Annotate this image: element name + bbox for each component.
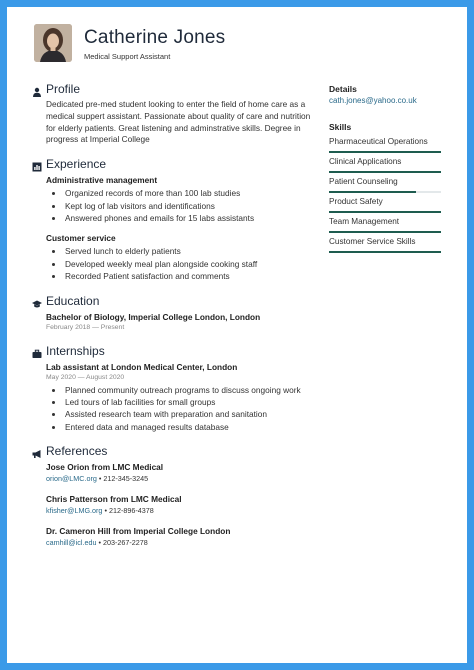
skill-level [329,171,441,173]
references-heading [32,443,317,459]
skill-name: Pharmaceutical Operations [329,137,428,146]
skill-bar [329,251,441,253]
contact-separator: • [104,506,107,516]
job-bullets [32,245,317,282]
list-item: • Developed weekly meal plan alongside cooking staff [64,258,317,270]
reference-contact [46,537,317,548]
reference-item [46,493,317,516]
candidate-name: Catherine Jones [84,27,226,48]
skill-name: Product Safety [329,197,383,206]
reference-name: Jose Orion from LMC Medical [46,462,164,473]
skill-level [329,151,441,153]
profile-text: Dedicated pre-med student looking to enter the field of home care as a medical suppert assistant. Passionate about quality of care and nutrition for elderly patients. Great listening and adminstrative skills. Degree in progress at Imperial College [46,99,311,145]
reference-email[interactable]: camhill@icl.edu [46,538,97,548]
megaphone-icon [32,446,42,456]
skill-item [329,136,441,153]
skill-level [329,211,441,213]
skills-label: Skills [329,122,352,132]
resume-page [7,7,467,663]
candidate-role: Medical Support Assistant [84,52,171,61]
skill-level [329,251,441,253]
list-item: • Planned community outreach programs to discuss ongoing work [64,384,317,396]
briefcase-icon [32,346,42,356]
experience-title: Experience [46,157,107,172]
internships-heading [32,343,317,359]
contact-separator: • [98,538,101,548]
skill-item [329,176,441,193]
job-entry [32,174,317,224]
skill-item [329,196,441,213]
skill-item [329,216,441,233]
skill-bar [329,171,441,173]
reference-email[interactable]: kfisher@LMG.org [46,506,103,516]
list-item: • Served lunch to elderly patients [64,245,317,257]
skill-name: Clinical Applications [329,157,402,166]
job-bullets [32,187,317,224]
graduation-cap-icon [32,296,42,306]
references-title: References [46,444,108,459]
skill-level [329,231,441,233]
avatar-photo [34,24,72,62]
list-item: • Assisted research team with preparation and sanitation [64,408,317,420]
degree: Bachelor of Biology, Imperial College London, London [46,311,261,322]
skill-bar [329,211,441,213]
experience-section [32,156,317,282]
avatar [34,24,72,62]
internship-bullets [32,384,317,434]
profile-section [32,81,317,146]
job-entry [32,232,317,282]
sidebar [329,83,441,256]
main-column [32,81,317,558]
list-item: • Entered data and managed results database [64,421,317,433]
details-label: Details [329,84,357,94]
reference-name: Dr. Cameron Hill from Imperial College London [46,526,231,537]
skill-name: Patient Counseling [329,177,398,186]
education-heading [32,293,317,309]
job-title: Administrative management [46,175,158,186]
job-title: Customer service [46,233,116,244]
profile-heading [32,81,317,97]
internships-section [32,343,317,434]
list-item: • Answered phones and emails for 15 labs assistants [64,212,317,224]
skill-bar [329,151,441,153]
details-email[interactable]: cath.jones@yahoo.co.uk [329,96,417,105]
skills-list [329,136,441,253]
list-item: • Led tours of lab facilities for small groups [64,396,317,408]
person-icon [32,84,42,94]
skill-item [329,236,441,253]
reference-phone: 203-267-2278 [102,538,148,548]
list-item: • Kept log of lab visitors and identifications [64,200,317,212]
reference-contact [46,505,317,516]
reference-item [46,525,317,548]
internship-dates: May 2020 — August 2020 [46,373,125,381]
list-item: • Organized records of more than 100 lab studies [64,187,317,199]
internships-title: Internships [46,343,105,358]
education-section [32,293,317,333]
references-section [32,443,317,548]
reference-email[interactable]: orion@LMC.org [46,474,97,484]
experience-heading [32,156,317,172]
education-title: Education [46,293,100,308]
internship-position: Lab assistant at London Medical Center, London [46,361,238,372]
reference-contact [46,473,317,484]
reference-name: Chris Patterson from LMC Medical [46,494,182,505]
skill-item [329,156,441,173]
reference-item [46,461,317,484]
chart-icon [32,159,42,169]
skill-name: Customer Service Skills [329,237,416,246]
list-item: • Recorded Patient satisfaction and comments [64,270,317,282]
education-dates: February 2018 — Present [46,323,125,331]
skill-level [329,191,416,193]
reference-phone: 212-345-3245 [103,474,149,484]
profile-title: Profile [46,82,81,96]
skill-bar [329,231,441,233]
skill-name: Team Management [329,217,400,226]
reference-phone: 212-896-4378 [108,506,154,516]
contact-separator: • [98,474,102,484]
skill-bar [329,191,441,193]
